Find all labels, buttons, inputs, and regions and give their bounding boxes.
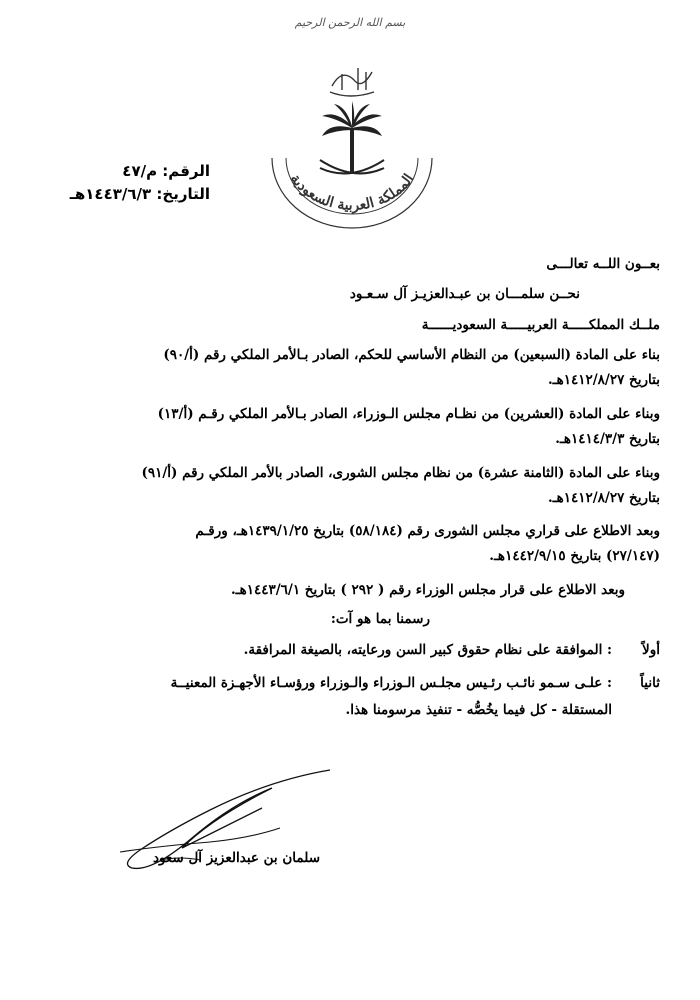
reference-block bbox=[50, 160, 210, 206]
paragraph-line: وبناء على المادة (الثامنة عشرة) من نظام مجلس الشورى، الصادر بالأمر الملكي رقم (أ/٩١) bbox=[141, 465, 660, 481]
palm-tree-icon bbox=[322, 101, 382, 172]
saudi-emblem-icon bbox=[262, 46, 442, 236]
reference-number: الرقم: م/٤٧ bbox=[122, 162, 210, 180]
paragraph-line: بتاريخ ١٤١٢/٨/٢٧هـ. bbox=[547, 490, 660, 506]
decree-title: ملــك المملكـــــة العربيـــــة السعوديــــــة bbox=[421, 317, 660, 333]
item-label-second: ثانياً bbox=[640, 675, 660, 691]
item-text-second: : علـى سـمو نائـب رئـيس مجلـس الـوزراء والـوزراء ورؤسـاء الأجهـزة المعنيــة bbox=[170, 675, 612, 691]
decree-issuer: نحــن سلمـــان بن عبـدالعزيـز آل سـعـود bbox=[349, 286, 580, 302]
basmala: بسم الله الرحمن الرحيم bbox=[294, 16, 406, 29]
signature-name: سلمان بن عبدالعزيز آل سعود bbox=[152, 850, 320, 866]
reference-date: التاريخ: ١٤٤٣/٦/٣هـ bbox=[69, 185, 210, 203]
decree-enactment: رسمنا بما هو آت: bbox=[330, 611, 430, 627]
paragraph-line: بناء على المادة (السبعين) من النظام الأساسي للحكم، الصادر بـالأمر الملكي رقم (أ/٩٠) bbox=[163, 347, 660, 363]
paragraph-line: وبعد الاطلاع على قرار مجلس الوزراء رقم ( ٢٩٢ ) بتاريخ ١٤٤٣/٦/١هـ. bbox=[230, 582, 625, 598]
item-text-second-cont: المستقلة - كل فيما يخُصُّه - تنفيذ مرسومنا هذا. bbox=[345, 702, 612, 718]
shahada-calligraphy bbox=[330, 68, 374, 96]
paragraph-line: بتاريخ ١٤١٢/٨/٢٧هـ. bbox=[547, 372, 660, 388]
emblem-ring-text: المملكة العربية السعودية bbox=[286, 171, 418, 214]
item-label-first: أولاً bbox=[642, 642, 660, 658]
paragraph-line: وبعد الاطلاع على قراري مجلس الشورى رقم (٥٨/١٨٤) بتاريخ ١٤٣٩/١/٢٥هـ، ورقـم bbox=[195, 523, 660, 539]
paragraph-line: وبناء على المادة (العشرين) من نظـام مجلس الـوزراء، الصادر بـالأمر الملكي رقـم (أ/١٣) bbox=[157, 406, 660, 422]
paragraph-line: بتاريخ ١٤١٤/٣/٣هـ. bbox=[555, 431, 660, 447]
paragraph-line: (٢٧/١٤٧) بتاريخ ١٤٤٢/٩/١٥هـ. bbox=[489, 548, 660, 564]
decree-invocation: بعــون اللــه تعالـــى bbox=[546, 256, 660, 272]
item-text-first: : الموافقة على نظام حقوق كبير السن ورعايته، بالصيغة المرافقة. bbox=[243, 642, 612, 658]
